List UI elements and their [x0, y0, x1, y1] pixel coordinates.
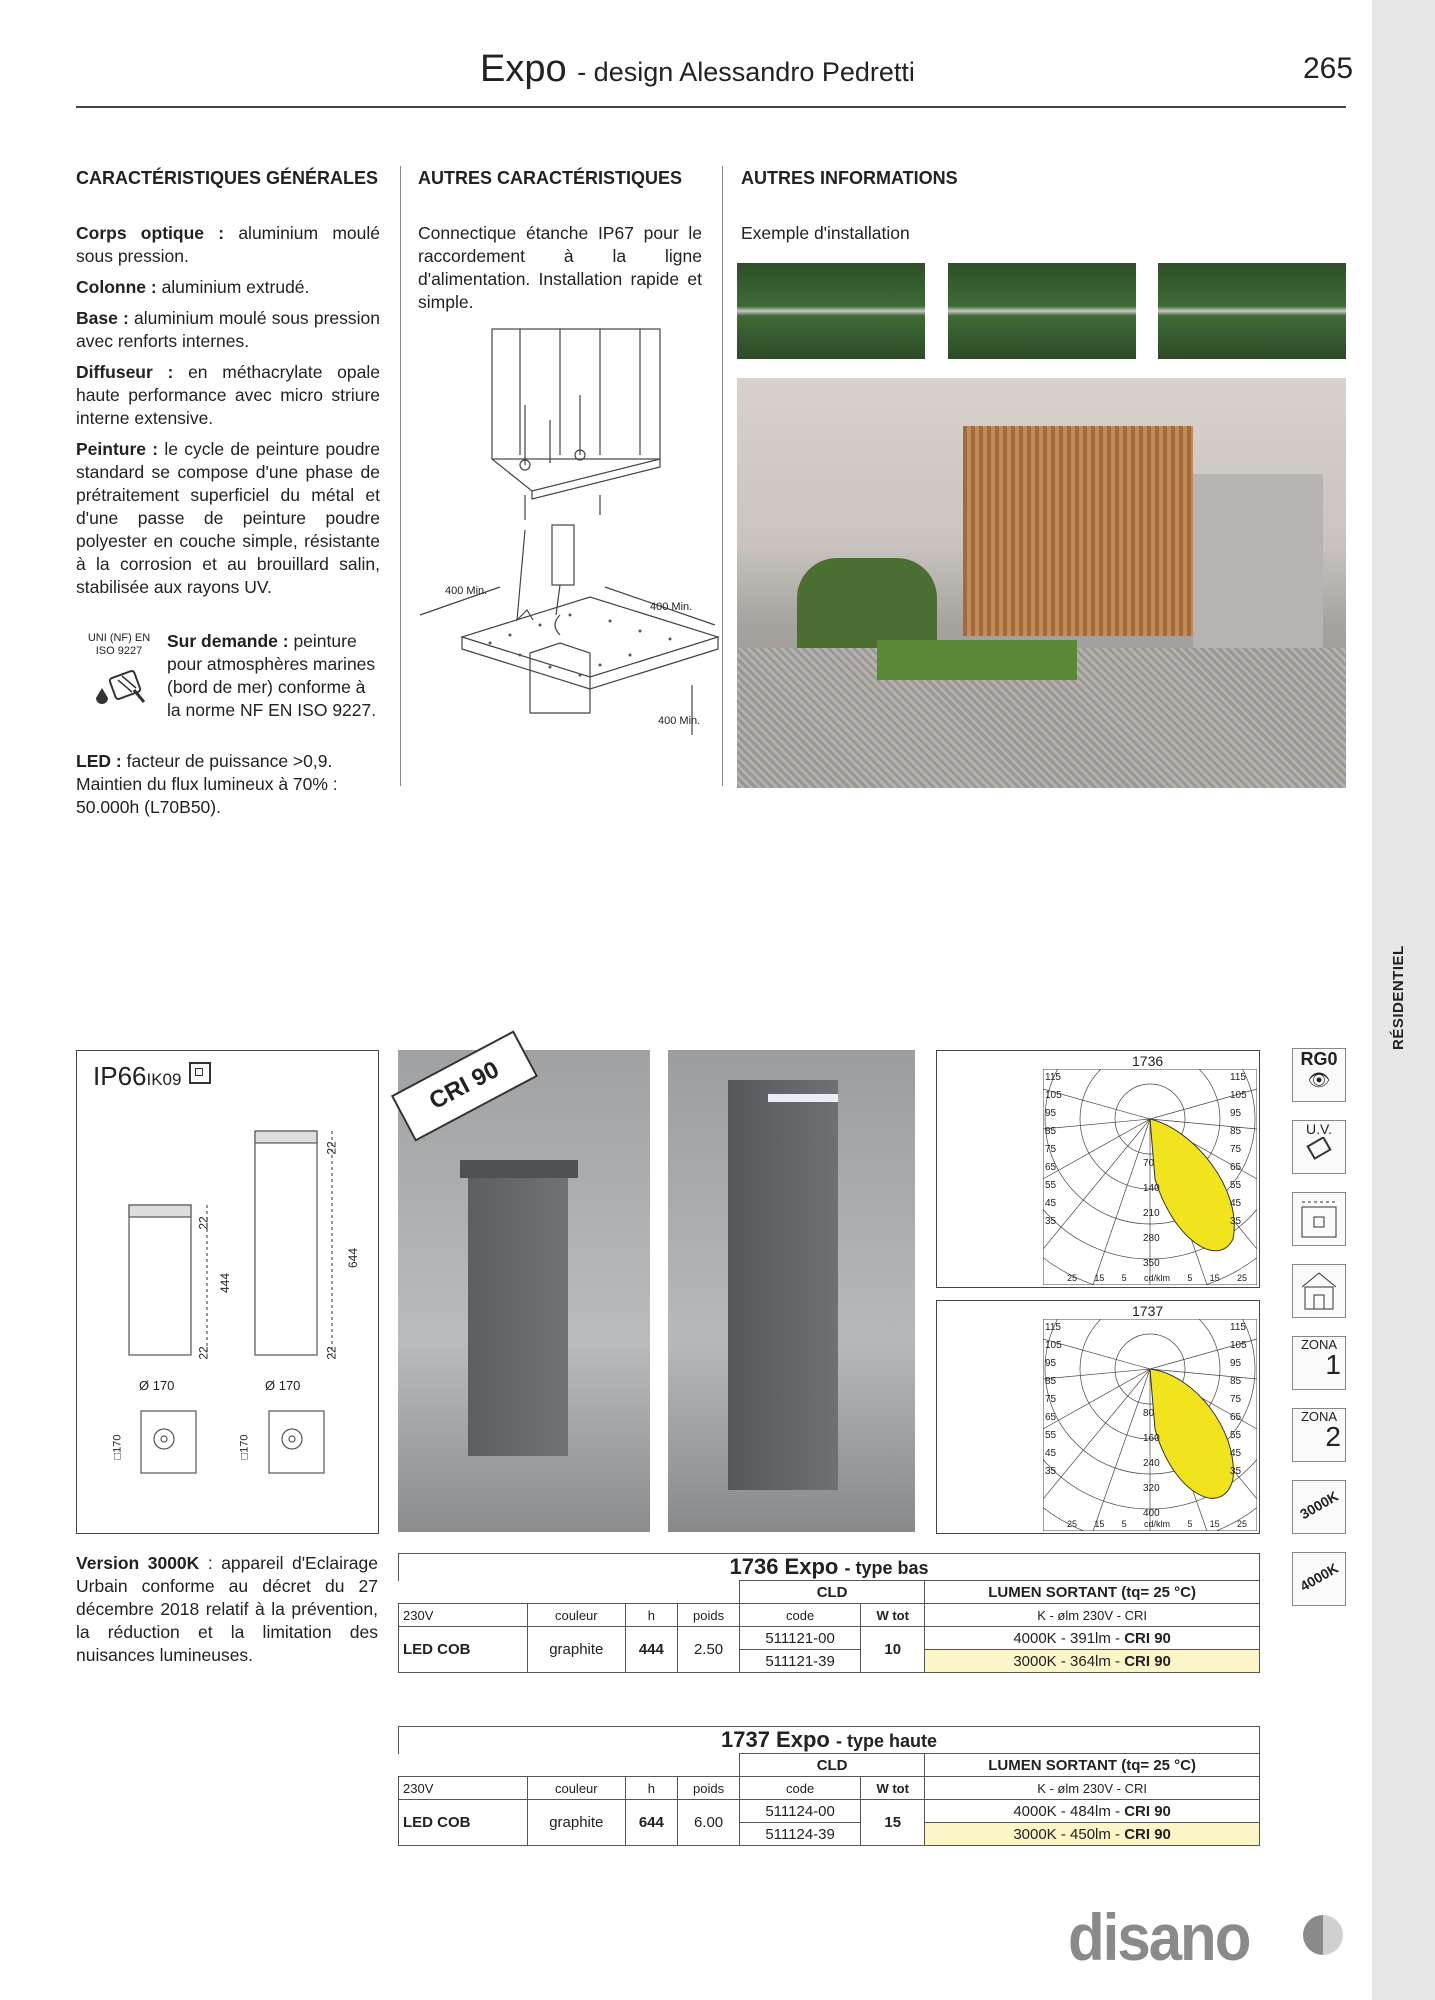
version-note: Version 3000K : appareil d'Eclairage Urbain conforme au décret du 27 décembre 2018 relatif à la prévention, la réduction et la limitation des nuisances lumineuses.	[76, 1553, 379, 1665]
polar-bottom: 25 15 5 cd/klm 5 15 25	[1067, 1519, 1247, 1529]
rg0-icon: RG0 👁	[1292, 1048, 1346, 1102]
photo-tree	[797, 558, 937, 648]
heading-info: AUTRES INFORMATIONS	[741, 168, 958, 188]
code-cell: 511121-39	[739, 1650, 860, 1673]
page-number: 265	[1303, 52, 1354, 85]
spec-table-1736: 1736 Expo - type bas CLD LUMEN SORTANT (tq= 25 °C) 230V couleur h poids code W tot K - ølm 230V - CRI LED COB graphite 444 2.50 511121-00 10 4000K - 391lm - CRI 90 511121-39 3000K - 364lm - CRI 90	[398, 1553, 1260, 1673]
zone-2-icon: ZONA 2	[1292, 1408, 1346, 1462]
lamp-body	[728, 1080, 838, 1490]
page-title	[480, 48, 915, 91]
polar-angles: 115 105 95 85 75 65 55 45 35	[1230, 1322, 1247, 1477]
lamp-led	[768, 1094, 838, 1102]
height-small: 444	[218, 1272, 233, 1294]
polar-angles: 115 105 95 85 75 65 55 45 35	[1045, 1322, 1062, 1477]
polar-bottom: 25 15 5 cd/klm 5 15 25	[1067, 1273, 1247, 1283]
photo-ground-light-1	[737, 263, 925, 359]
polar-angles: 115 105 95 85 75 65 55 45 35	[1230, 1072, 1247, 1227]
lamp-body	[468, 1166, 568, 1456]
general-text: Corps optique : aluminium moulé sous pression. Colonne : aluminium extrudé. Base : aluminium moulé sous pression avec renforts internes. Diffuseur : en méthacrylate opale haute performance avec micro striure interne extensive. Peinture : le cycle de peinture poudre standard se compose d'une phase de prétraitement superficiel du métal et d'une passe de peinture poudre polyester en couche simple, résistante à la corrosion et au brouillard salin, stabilisée aux rayons UV.	[76, 223, 380, 597]
polar-rings: 70 140 210 280 350	[1143, 1158, 1160, 1269]
dimension-drawing	[76, 1050, 379, 1534]
polar-title: 1737	[1132, 1303, 1164, 1319]
lamp-head	[460, 1160, 578, 1178]
color-temp-4000k-icon: 4000K	[1292, 1552, 1346, 1606]
spec-table-1737: 1737 Expo - type haute CLD LUMEN SORTANT (tq= 25 °C) 230V couleur h poids code W tot K - ølm 230V - CRI LED COB graphite 644 6.00 511124-00 15 4000K - 484lm - CRI 90 511124-39 3000K - 450lm - CRI 90	[398, 1726, 1260, 1846]
gap-label: 22	[196, 1346, 211, 1360]
dim-label: 400 Min.	[650, 601, 693, 613]
height-large: 644	[346, 1247, 361, 1269]
product-photo-1737	[668, 1050, 915, 1532]
spray-paint-icon	[88, 660, 152, 708]
square-label: □170	[238, 1434, 251, 1460]
header-rule	[76, 106, 1346, 108]
product-name: Expo	[480, 48, 567, 90]
square-label: □170	[111, 1434, 124, 1460]
heading-general: CARACTÉRISTIQUES GÉNÉRALES	[76, 168, 379, 188]
code-cell: 511121-00	[739, 1627, 860, 1650]
polar-rings: 80 160 240 320 400	[1143, 1408, 1160, 1519]
diameter-label: Ø 170	[139, 1378, 175, 1393]
gap-label: 22	[324, 1346, 339, 1360]
brand-mark	[1303, 1915, 1343, 1955]
brand-logo: disano	[1068, 1900, 1250, 1975]
profile-drawing	[77, 1111, 377, 1531]
uv-icon: U.V.	[1292, 1120, 1346, 1174]
gap-label: 22	[324, 1141, 339, 1155]
cri90-badge: CRI 90	[391, 1030, 538, 1141]
ip-rating: IP66IK09	[93, 1061, 211, 1092]
polar-diagram-1737	[936, 1300, 1260, 1534]
code-cell: 511124-00	[739, 1800, 860, 1823]
heading-other: AUTRES CARACTÉRISTIQUES	[418, 168, 683, 188]
photo-building	[737, 378, 1346, 788]
polar-diagram-1736	[936, 1050, 1260, 1288]
photo-facade	[963, 426, 1193, 636]
polar-title: 1736	[1132, 1053, 1164, 1069]
designer: - design Alessandro Pedretti	[577, 57, 915, 87]
gap-label: 22	[196, 1216, 211, 1230]
diameter-label: Ø 170	[265, 1378, 301, 1393]
section-label	[1390, 1030, 1407, 1050]
code-cell: 511124-39	[739, 1823, 860, 1846]
urban-building-icon	[1292, 1192, 1346, 1246]
table-title: 1737 Expo - type haute	[399, 1727, 1260, 1754]
iso-badge: UNI (NF) EN ISO 9227	[87, 632, 151, 657]
dim-label: 400 Min.	[445, 585, 488, 597]
photo-ground-light-2	[948, 263, 1136, 359]
installation-example-label: Exemple d'installation	[741, 223, 910, 243]
photo-lawn	[877, 640, 1077, 680]
other-text: Connectique étanche IP67 pour le raccordement à la ligne d'alimentation. Installation rapide et simple.	[418, 223, 702, 312]
installation-diagram	[400, 325, 720, 765]
column-divider	[722, 166, 723, 786]
table-title: 1736 Expo - type bas	[399, 1554, 1260, 1581]
house-icon	[1292, 1264, 1346, 1318]
zone-1-icon: ZONA 1	[1292, 1336, 1346, 1390]
led-text: LED : facteur de puissance >0,9. Maintien du flux lumineux à 70% : 50.000h (L70B50).	[76, 751, 338, 817]
dim-label: 400 Min.	[658, 715, 701, 727]
polar-angles: 115 105 95 85 75 65 55 45 35	[1045, 1072, 1062, 1227]
color-temp-3000k-icon: 3000K	[1292, 1480, 1346, 1534]
on-demand-text: Sur demande : peinture pour atmosphères marines (bord de mer) conforme à la norme NF EN ISO 9227.	[167, 631, 377, 720]
photo-ground-light-3	[1158, 263, 1346, 359]
